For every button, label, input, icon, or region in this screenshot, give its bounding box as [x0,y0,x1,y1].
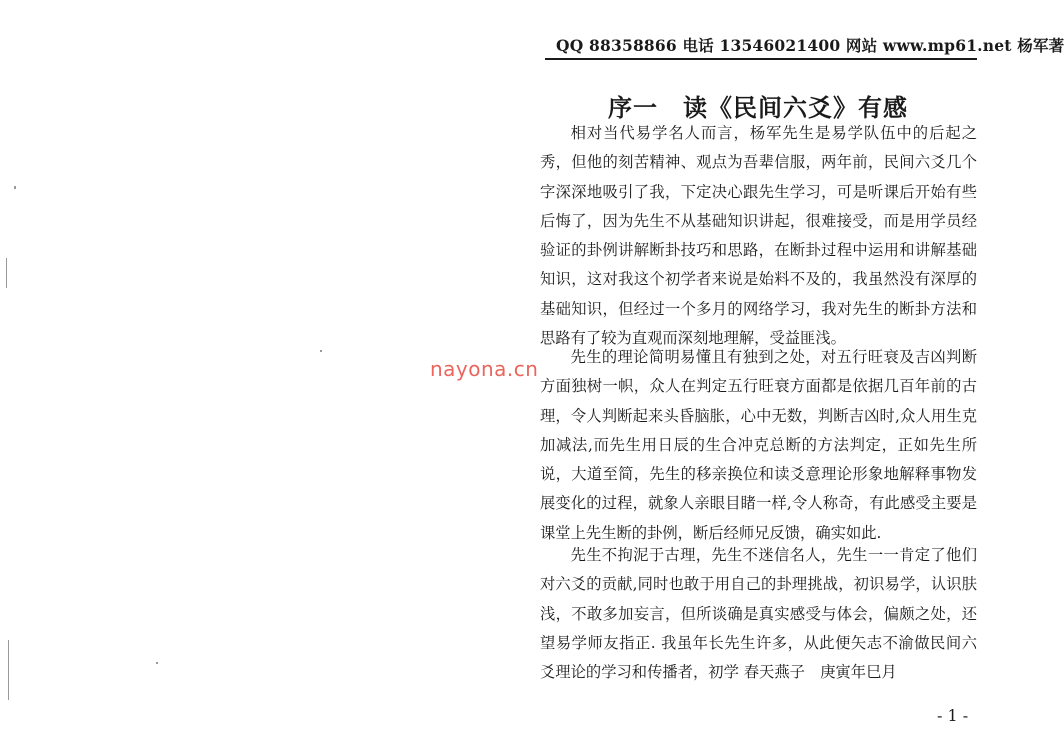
scan-speck [14,186,16,189]
page-header: QQ 88358866 电话 13546021400 网站 www.mp61.net 杨军著 [556,36,1064,55]
left-blank-page [0,0,500,739]
scan-speck [320,350,322,352]
paragraph-1: 相对当代易学名人而言，杨军先生是易学队伍中的后起之秀，但他的刻苦精神、观点为吾辈信服，两年前，民间六爻几个字深深地吸引了我，下定决心跟先生学习，可是听课后开始有些后悔了，因为先生不从基础知识讲起，很难接受，而是用学员经验证的卦例讲解断卦技巧和思路，在断卦过程中运用和讲解基础知识，这对我这个初学者来说是始料不及的，我虽然没有深厚的基础知识，但经过一个多月的网络学习，我对先生的断卦方法和思路有了较为直观而深刻地理解，受益匪浅。 [540,124,977,348]
paragraph-2: 先生的理论简明易懂且有独到之处，对五行旺衰及吉凶判断方面独树一帜，众人在判定五行旺衰方面都是依据几百年前的古理，令人判断起来头昏脑胀，心中无数，判断吉凶时,众人用生克加减法,而先生用日辰的生合冲克总断的方法判定，正如先生所说，大道至简，先生的移亲换位和读爻意理论形象地解释事物发展变化的过程，就象人亲眼目睹一样,令人称奇，有此感受主要是课堂上先生断的卦例，断后经师兄反馈，确实如此. [540,348,977,542]
paragraph-3: 先生不拘泥于古理，先生不迷信名人，先生一一肯定了他们对六爻的贡献,同时也敢于用自己的卦理挑战，初识易学，认识肤浅，不敢多加妄言，但所谈确是真实感受与体会，偏颇之处，还望易学师友指正. 我虽年长先生许多，从此便矢志不渝做民间六爻理论的学习和传播者，初学 春天燕子 庚寅年巳月 [540,546,977,682]
scan-speck [156,662,158,664]
scan-speck [8,640,9,700]
header-rule [545,58,977,60]
watermark: nayona.cn [430,357,539,381]
scan-speck [6,258,7,288]
page-number: - 1 - [937,706,969,725]
page-title: 序一 读《民间六爻》有感 [608,93,908,122]
